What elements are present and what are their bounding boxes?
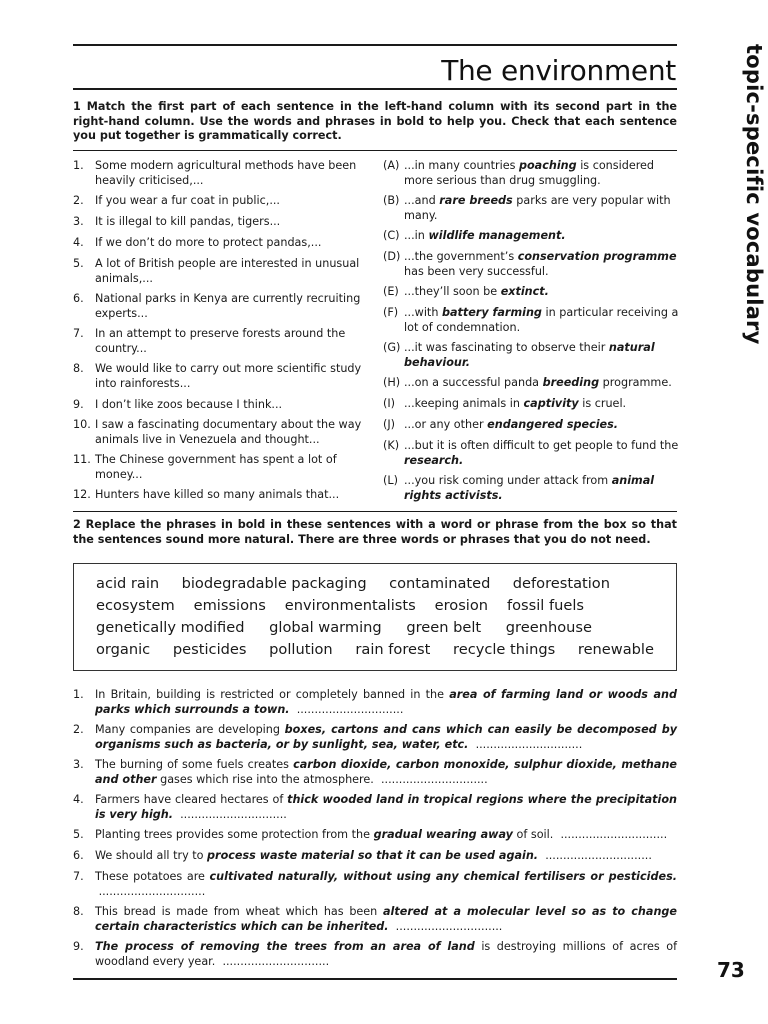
- item-text: in particular receiving a lot of condemnation.: [404, 306, 679, 334]
- title-rule: [73, 88, 677, 90]
- answer-blank[interactable]: ..............................: [475, 737, 583, 751]
- item-letter: (D): [383, 250, 401, 263]
- left-item: [73, 362, 373, 391]
- word-option: pollution: [269, 641, 333, 658]
- phrase-in-bold: boxes, cartons and cans which can easily be decomposed by organisms such as bacteria, or by sunlight, sea, water, etc.: [95, 723, 677, 751]
- item-text: ...or any other: [404, 418, 488, 431]
- sentence-item: [73, 793, 677, 822]
- left-item: [73, 159, 373, 188]
- item-text: has been very successful.: [404, 264, 549, 278]
- word-option: genetically modified: [96, 619, 245, 636]
- word-option: greenhouse: [505, 619, 592, 636]
- item-letter: (K): [383, 439, 400, 452]
- left-item: [73, 418, 373, 447]
- sentence-text: The burning of some fuels creates: [95, 758, 294, 771]
- word-box-row: [96, 597, 654, 614]
- item-letter: (B): [383, 194, 400, 207]
- left-item: [73, 488, 373, 503]
- right-item: [383, 194, 681, 223]
- right-item: [383, 229, 681, 244]
- item-number: 10.: [73, 418, 91, 431]
- item-text: It is illegal to kill pandas, tigers...: [95, 215, 281, 228]
- page-number: 73: [717, 958, 745, 982]
- sentence-text: of soil.: [512, 828, 554, 841]
- phrase-in-bold: area of farming land or woods and parks which surrounds a town.: [95, 688, 678, 716]
- sentence-text: is destroying millions of acres of woodland every year.: [95, 940, 678, 968]
- item-number: 5.: [73, 828, 84, 841]
- item-number: 5.: [73, 257, 84, 270]
- sentence-item: [73, 940, 677, 969]
- item-text: programme.: [599, 376, 672, 389]
- answer-blank[interactable]: ..............................: [395, 919, 503, 933]
- sentence-text: We should all try to: [95, 849, 208, 862]
- left-item: [73, 292, 373, 321]
- item-text: If you wear a fur coat in public,...: [95, 194, 280, 207]
- item-letter: (I): [383, 397, 396, 410]
- item-text: In an attempt to preserve forests around the country...: [95, 327, 346, 355]
- word-option: acid rain: [96, 575, 160, 592]
- item-letter: (J): [383, 418, 396, 431]
- item-letter: (C): [383, 229, 400, 242]
- item-text: parks are very popular with many.: [404, 194, 671, 222]
- right-item: [383, 159, 681, 188]
- item-number: 2.: [73, 723, 84, 736]
- key-phrase: battery farming: [441, 306, 542, 319]
- word-option: rain forest: [355, 641, 431, 658]
- exercise2-instruction: 2 Replace the phrases in bold in these sentences with a word or phrase from the box so that the sentences sound more natural. There are three words or phrases that you do not need.: [73, 518, 677, 546]
- word-option: emissions: [193, 597, 266, 614]
- left-item: [73, 215, 373, 230]
- word-box-row: [96, 641, 654, 658]
- word-box: [73, 563, 677, 671]
- left-item: [73, 257, 373, 286]
- answer-blank[interactable]: ..............................: [545, 849, 652, 862]
- sentence-text: Many companies are developing: [95, 723, 285, 736]
- word-box-row: [96, 619, 654, 636]
- right-item: [383, 250, 681, 279]
- key-phrase: research.: [404, 453, 464, 467]
- left-item: [73, 236, 373, 251]
- left-item: [73, 194, 373, 209]
- answer-blank[interactable]: ..............................: [296, 702, 404, 716]
- item-number: 12.: [73, 488, 91, 501]
- side-label: topic-specific vocabulary: [742, 44, 766, 345]
- right-item: [383, 439, 681, 468]
- key-phrase: poaching: [518, 159, 577, 172]
- item-text: is considered more serious than drug smuggling.: [404, 159, 655, 187]
- exercise2-rule: [73, 511, 677, 512]
- bottom-rule: [73, 978, 677, 980]
- exercise1-instruction: 1 Match the first part of each sentence in the left-hand column with its second part in the right-hand column. Use the words and phrases in bold to help you. Check that each sentence you put together is grammatically correct.: [73, 100, 677, 142]
- key-phrase: extinct.: [500, 285, 549, 298]
- key-phrase: breeding: [542, 376, 600, 389]
- right-item: [383, 376, 681, 391]
- word-option: organic: [96, 641, 151, 658]
- sentence-item: [73, 870, 677, 899]
- key-phrase: rare breeds: [439, 194, 513, 207]
- item-number: 3.: [73, 215, 84, 228]
- item-letter: (G): [383, 341, 401, 354]
- key-phrase: natural behaviour.: [404, 341, 655, 369]
- sentence-item: [73, 849, 677, 864]
- right-item: [383, 397, 681, 412]
- answer-blank[interactable]: ..............................: [380, 772, 488, 786]
- word-option: ecosystem: [96, 597, 175, 614]
- item-number: 1.: [73, 688, 84, 701]
- sentence-item: [73, 758, 677, 787]
- item-number: 7.: [73, 870, 84, 883]
- word-option: environmentalists: [284, 597, 416, 614]
- item-number: 8.: [73, 905, 84, 918]
- item-text: ...keeping animals in: [404, 397, 524, 410]
- item-text: If we don’t do more to protect pandas,...: [95, 236, 322, 249]
- answer-blank[interactable]: ..............................: [98, 884, 206, 898]
- item-number: 8.: [73, 362, 84, 375]
- sentence-text: These potatoes are: [95, 870, 210, 883]
- item-number: 9.: [73, 940, 84, 953]
- sentence-text: In Britain, building is restricted or completely banned in the: [95, 688, 450, 701]
- word-option: deforestation: [512, 575, 610, 592]
- item-number: 11.: [73, 453, 91, 466]
- exercise1-rule: [73, 150, 677, 151]
- phrase-in-bold: carbon dioxide, carbon monoxide, sulphur dioxide, methane and other: [95, 758, 677, 786]
- item-text: We would like to carry out more scientific study into rainforests...: [95, 362, 362, 390]
- item-text: I saw a fascinating documentary about the way animals live in Venezuela and thought...: [95, 418, 362, 446]
- item-number: 1.: [73, 159, 84, 172]
- item-number: 6.: [73, 849, 84, 862]
- left-item: [73, 327, 373, 356]
- item-text: The Chinese government has spent a lot of money...: [95, 453, 337, 481]
- item-text: I don’t like zoos because I think...: [95, 398, 283, 411]
- left-item: [73, 453, 373, 482]
- phrase-in-bold: altered at a molecular level so as to change certain characteristics which can be inherited.: [95, 905, 678, 933]
- key-phrase: animal rights activists.: [404, 474, 655, 502]
- sentence-text: Farmers have cleared hectares of: [95, 793, 288, 806]
- key-phrase: captivity: [523, 397, 579, 410]
- answer-blank[interactable]: ..............................: [222, 954, 330, 968]
- answer-blank[interactable]: ..............................: [180, 807, 287, 821]
- item-text: ...but it is often difficult to get people to fund the: [404, 439, 679, 452]
- right-item: [383, 474, 681, 503]
- phrase-in-bold: The process of removing the trees from an area of land: [95, 940, 475, 953]
- item-text: ...they’ll soon be: [404, 285, 501, 298]
- item-number: 9.: [73, 398, 84, 411]
- word-option: recycle things: [453, 641, 556, 658]
- item-text: ...it was fascinating to observe their: [404, 341, 609, 354]
- item-text: ...in: [404, 229, 429, 242]
- item-text: National parks in Kenya are currently recruiting experts...: [95, 292, 361, 320]
- word-option: pesticides: [172, 641, 247, 658]
- word-option: biodegradable packaging: [181, 575, 367, 592]
- word-option: fossil fuels: [506, 597, 584, 614]
- right-item: [383, 285, 681, 300]
- word-option: green belt: [406, 619, 482, 636]
- sentence-item: [73, 828, 677, 843]
- phrase-in-bold: cultivated naturally, without using any chemical fertilisers or pesticides.: [209, 870, 677, 883]
- item-number: 4.: [73, 236, 84, 249]
- item-number: 3.: [73, 758, 84, 771]
- key-phrase: endangered species.: [487, 418, 619, 431]
- item-text: ...the government’s: [404, 250, 518, 263]
- phrase-in-bold: process waste material so that it can be used again.: [207, 849, 539, 862]
- right-item: [383, 341, 681, 370]
- item-text: A lot of British people are interested in unusual animals,...: [95, 257, 360, 285]
- left-item: [73, 398, 373, 413]
- page-title: The environment: [441, 54, 676, 87]
- word-option: global warming: [269, 619, 382, 636]
- item-text: ...on a successful panda: [404, 376, 543, 389]
- item-letter: (H): [383, 376, 401, 389]
- top-rule: [73, 44, 677, 46]
- sentence-item: [73, 723, 677, 752]
- item-text: is cruel.: [578, 397, 627, 410]
- answer-blank[interactable]: ..............................: [560, 828, 668, 841]
- sentence-item: [73, 905, 677, 934]
- sentence-text: This bread is made from wheat which has been: [95, 905, 383, 918]
- item-text: ...with: [404, 306, 442, 319]
- key-phrase: wildlife management.: [428, 229, 566, 242]
- right-item: [383, 306, 681, 335]
- word-box-row: [96, 575, 654, 592]
- item-number: 6.: [73, 292, 84, 305]
- phrase-in-bold: thick wooded land in tropical regions where the precipitation is very high.: [95, 793, 678, 821]
- key-phrase: conservation programme: [517, 250, 677, 263]
- phrase-in-bold: gradual wearing away: [373, 828, 513, 841]
- item-text: Some modern agricultural methods have been heavily criticised,...: [95, 159, 357, 187]
- item-number: 4.: [73, 793, 84, 806]
- right-item: [383, 418, 681, 433]
- word-option: renewable: [577, 641, 654, 658]
- item-letter: (E): [383, 285, 399, 298]
- sentence-item: [73, 688, 677, 717]
- item-letter: (A): [383, 159, 400, 172]
- sentence-text: Planting trees provides some protection from the: [95, 828, 374, 841]
- item-letter: (L): [383, 474, 398, 487]
- item-number: 2.: [73, 194, 84, 207]
- item-text: ...in many countries: [404, 159, 519, 172]
- item-number: 7.: [73, 327, 84, 340]
- item-text: Hunters have killed so many animals that...: [95, 488, 340, 501]
- item-letter: (F): [383, 306, 399, 319]
- word-option: contaminated: [389, 575, 491, 592]
- item-text: ...you risk coming under attack from: [404, 474, 612, 487]
- item-text: ...and: [404, 194, 440, 207]
- word-option: erosion: [434, 597, 489, 614]
- sentence-text: gases which rise into the atmosphere.: [156, 772, 374, 786]
